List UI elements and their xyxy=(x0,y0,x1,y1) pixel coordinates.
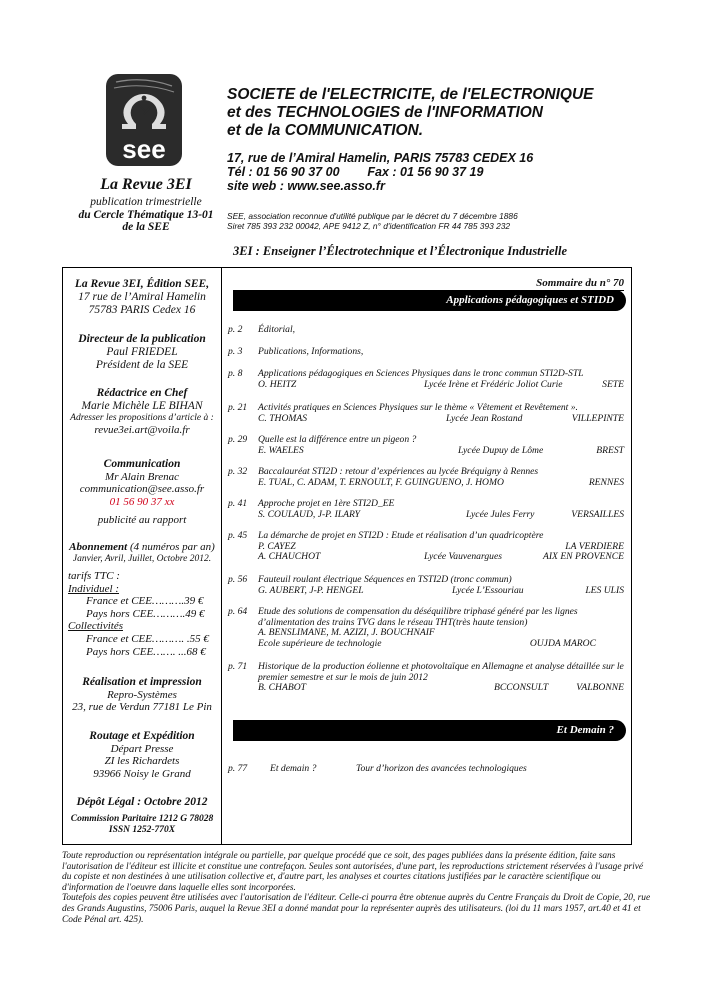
toc-page: p. 41 xyxy=(228,498,248,509)
route-title: Routage et Expédition xyxy=(89,730,195,742)
real-title: Réalisation et impression xyxy=(82,676,202,688)
org-legal-line-1: SEE, association reconnue d'utilité publique par le décret du 7 décembre 1886 xyxy=(227,211,518,221)
toc-title: Baccalauréat STI2D : retour d’expériences au lycée Bréquigny à Rennes xyxy=(258,466,539,477)
org-name-line-1: SOCIETE de l'ELECTRICITE, de l'ELECTRONIQUE xyxy=(227,86,594,103)
director-title: Directeur de la publication xyxy=(78,333,206,345)
toc-entry[interactable] xyxy=(228,369,624,390)
toc-title: Historique de la production éolienne et photovoltaïque en Allemagne et analyse détaillée sur le premier semestre et sur le mois de juin 2012 xyxy=(258,661,624,683)
toc-author: E. WAELES xyxy=(258,444,304,456)
toc-entry[interactable] xyxy=(228,575,624,596)
real-address: 23, rue de Verdun 77181 Le Pin xyxy=(72,701,212,713)
org-legal-line-2: Siret 785 393 232 00042, APE 9412 Z, n° d'identification FR 44 785 393 232 xyxy=(227,221,511,231)
toc-city: BREST xyxy=(596,444,624,456)
toc-author: P. CAYEZ xyxy=(258,540,296,552)
routing-block xyxy=(66,730,218,780)
depot-legal: Dépôt Légal : Octobre 2012 xyxy=(76,796,208,808)
toc-page: p. 56 xyxy=(228,574,248,585)
toc-title: Applications pédagogiques en Sciences Physiques dans le tronc commun STI2D-STL xyxy=(258,368,584,379)
toc-page: p. 2 xyxy=(228,324,243,335)
commission-paritaire: Commission Paritaire 1212 G 78028 xyxy=(70,813,214,824)
toc-page: p. 71 xyxy=(228,661,248,672)
comm-phone: 01 56 90 37 xx xyxy=(109,495,175,508)
toc-author: E. TUAL, C. ADAM, T. ERNOULT, F. GUINGUENO, J. HOMO xyxy=(258,476,504,488)
toc-city: OUJDA MAROC xyxy=(529,637,596,649)
tagline: 3EI : Enseigner l’Électrotechnique et l’Électronique Industrielle xyxy=(233,244,568,258)
comm-title: Communication xyxy=(103,458,181,470)
see-logo xyxy=(106,74,182,166)
toc-entry[interactable] xyxy=(228,764,624,775)
col-hors-price: Pays hors CEE……. ...68 € xyxy=(86,645,206,658)
communication-block xyxy=(66,458,218,527)
route-line-1: Départ Presse xyxy=(110,742,174,755)
legal-deposit-block xyxy=(66,796,218,836)
editor-email[interactable]: revue3ei.art@voila.fr xyxy=(94,423,190,436)
abo-title: Abonnement xyxy=(69,541,128,553)
issn: ISSN 1252-770X xyxy=(108,824,176,835)
toc-school: Lycée Irène et Frédéric Joliot Curie xyxy=(424,378,563,390)
toc-page: p. 64 xyxy=(228,606,248,617)
toc-entry[interactable] xyxy=(228,325,624,336)
editor-block xyxy=(66,387,218,436)
toc-entry[interactable] xyxy=(228,607,624,649)
toc-page: p. 32 xyxy=(228,466,248,477)
toc-entry[interactable] xyxy=(228,531,624,563)
org-website: site web : www.see.asso.fr xyxy=(227,179,385,193)
toc-title: Etude des solutions de compensation du déséquilibre triphasé généré par les lignes d’alimentation des trains TVG dans le réseau THT(très haute tension) xyxy=(258,606,578,628)
organization-name xyxy=(227,86,667,140)
collectivites-label: Collectivités xyxy=(68,620,123,633)
legal-notice-2: Toutefois des copies peuvent être utilisées avec l'autorisation de l'éditeur. Celle-ci pourra être obtenue auprès du Centre Français du Droit de Copie, 20, rue des Grands Augustins, 75006 Paris, auquel la Revue 3EI a donné mandat pour la représenter auprès des utilisateurs. (loi du 11 mars 1957, art.40 et 41 et Code Pénal art. 425). xyxy=(62,893,651,925)
organization-legal xyxy=(227,211,518,231)
see-logo-icon xyxy=(106,74,182,166)
toc-city: VILLEPINTE xyxy=(571,412,624,424)
toc-page: p. 77 xyxy=(228,763,248,774)
toc-title: Activités pratiques en Sciences Physiques sur le thème « Vêtement et Revêtement ». xyxy=(258,402,578,413)
toc-title: Fauteuil roulant électrique Séquences en TSTI2D (tronc commun) xyxy=(258,574,512,585)
toc-city: LA VERDIERE xyxy=(565,540,624,552)
org-address: 17, rue de l’Amiral Hamelin, PARIS 75783 CEDEX 16 xyxy=(227,151,534,165)
section-bar-applications: Applications pédagogiques et STIDD xyxy=(233,290,626,311)
toc-city: RENNES xyxy=(588,476,624,488)
toc-title: Et demain ? xyxy=(270,763,317,774)
col-france-price: France et CEE………. .55 € xyxy=(86,632,209,645)
toc-city: VERSAILLES xyxy=(571,508,624,520)
editor-note: Adresser les propositions d’article à : xyxy=(70,412,214,423)
toc-entry[interactable] xyxy=(228,347,624,358)
org-phone-fax: Tél : 01 56 90 37 00 Fax : 01 56 90 37 19 xyxy=(227,165,484,179)
toc-author: O. HEITZ xyxy=(258,378,297,390)
revue-sub-1: publication trimestrielle xyxy=(90,196,202,208)
printing-block xyxy=(66,676,218,714)
toc-page: p. 29 xyxy=(228,434,248,445)
toc-city: SETE xyxy=(602,378,624,390)
editor-title: Rédactrice en Chef xyxy=(96,387,188,399)
revue-sub-3: de la SEE xyxy=(122,221,170,234)
toc-author: A. BENSLIMANE, M. AZIZI, J. BOUCHNAIF xyxy=(258,627,435,639)
toc-title: Éditorial, xyxy=(258,324,296,335)
revue-subtitle xyxy=(72,196,220,234)
director-role: Président de la SEE xyxy=(95,358,189,371)
toc-school: Lycée Vauvenargues xyxy=(424,551,502,563)
sommaire-heading: Sommaire du n° 70 xyxy=(440,277,624,291)
organization-contact xyxy=(227,151,533,193)
toc-author: C. THOMAS xyxy=(258,412,308,424)
edition-block xyxy=(66,278,218,317)
toc-entry[interactable] xyxy=(228,403,624,424)
toc-school: Lycée Dupuy de Lôme xyxy=(458,444,544,456)
toc-author: S. COULAUD, J-P. ILARY xyxy=(258,508,360,520)
director-name: Paul FRIEDEL xyxy=(106,345,178,358)
revue-title: La Revue 3EI xyxy=(100,176,192,193)
toc-title: Publications, Informations, xyxy=(258,346,364,357)
comm-name: Mr Alain Brenac xyxy=(105,470,179,483)
toc-title: La démarche de projet en STI2D : Etude et réalisation d’un quadricoptère xyxy=(258,530,544,541)
toc-school: Ecole supérieure de technologie xyxy=(258,637,382,649)
real-name: Repro-Systèmes xyxy=(107,688,177,701)
toc-page: p. 8 xyxy=(228,368,243,379)
toc-page: p. 3 xyxy=(228,346,243,357)
toc-school: Lycée Jean Rostand xyxy=(446,412,523,424)
ind-france-price: France et CEE……….39 € xyxy=(86,595,204,608)
toc-school: Lycée Jules Ferry xyxy=(466,508,535,520)
legal-notice xyxy=(62,851,652,925)
subscription-block xyxy=(66,541,218,565)
toc-city: AIX EN PROVENCE xyxy=(543,551,624,563)
prices-block xyxy=(68,570,209,658)
toc-title: Approche projet en 1ère STI2D_EE xyxy=(258,498,395,509)
abo-count: (4 numéros par an) xyxy=(127,541,215,553)
comm-email[interactable]: communication@see.asso.fr xyxy=(79,483,205,495)
toc-entry[interactable] xyxy=(228,467,624,488)
org-name-line-2: et des TECHNOLOGIES de l'INFORMATION xyxy=(227,104,544,121)
comm-pub: publicité au rapport xyxy=(97,514,187,526)
toc-entry[interactable] xyxy=(228,435,624,456)
route-line-2: ZI les Richardets xyxy=(104,755,180,767)
edition-line-3: 75783 PARIS Cedex 16 xyxy=(88,304,196,316)
editor-name: Marie Michèle LE BIHAN xyxy=(81,399,203,412)
toc-subtitle: Tour d’horizon des avancées technologiques xyxy=(356,763,527,774)
section-bar-et-demain: Et Demain ? xyxy=(233,720,626,741)
legal-notice-1: Toute reproduction ou représentation intégrale ou partielle, par quelque procédé que ce soit, des pages publiées dans la présente édition, faite sans l'autorisation de l'éditeur est illicite et constitue une contrefaçon. Seules sont autorisées, d'une part, les reproductions strictement réservées à l'usage privé du copiste et non destinées à une utilisation collective et, d'autre part, les analyses et courtes citations justifiées par le caractère scientifique ou d'information de l'oeuvre dans laquelle elles sont incorporées. xyxy=(62,851,644,893)
toc-author: A. CHAUCHOT xyxy=(258,551,321,563)
director-block xyxy=(66,333,218,372)
abo-months: Janvier, Avril, Juillet, Octobre 2012. xyxy=(72,553,212,564)
toc-school: BCCONSULT xyxy=(494,682,549,694)
tarifs-label: tarifs TTC : xyxy=(68,570,120,582)
toc-entry[interactable] xyxy=(228,499,624,520)
toc-title: Quelle est la différence entre un pigeon ? xyxy=(258,434,417,445)
toc-city: VALBONNE xyxy=(576,682,624,694)
toc-entry[interactable] xyxy=(228,662,624,694)
edition-line-2: 17 rue de l’Amiral Hamelin xyxy=(78,291,206,303)
toc-page: p. 45 xyxy=(228,530,248,541)
revue-sub-2: du Cercle Thématique 13-01 xyxy=(78,208,214,221)
toc-city: LES ULIS xyxy=(585,584,624,596)
ind-hors-price: Pays hors CEE……….49 € xyxy=(86,607,205,620)
edition-line-1: La Revue 3EI, Édition SEE, xyxy=(74,278,210,290)
toc-page: p. 21 xyxy=(228,402,248,413)
toc-author: B. CHABOT xyxy=(258,682,306,694)
toc-author: G. AUBERT, J-P. HENGEL xyxy=(258,584,364,596)
org-name-line-3: et de la COMMUNICATION. xyxy=(227,122,424,139)
logo-text: see xyxy=(122,134,166,164)
individuel-label: Individuel : xyxy=(68,582,120,595)
route-line-3: 93966 Noisy le Grand xyxy=(93,767,191,780)
toc-school: Lycée L’Essouriau xyxy=(452,584,524,596)
